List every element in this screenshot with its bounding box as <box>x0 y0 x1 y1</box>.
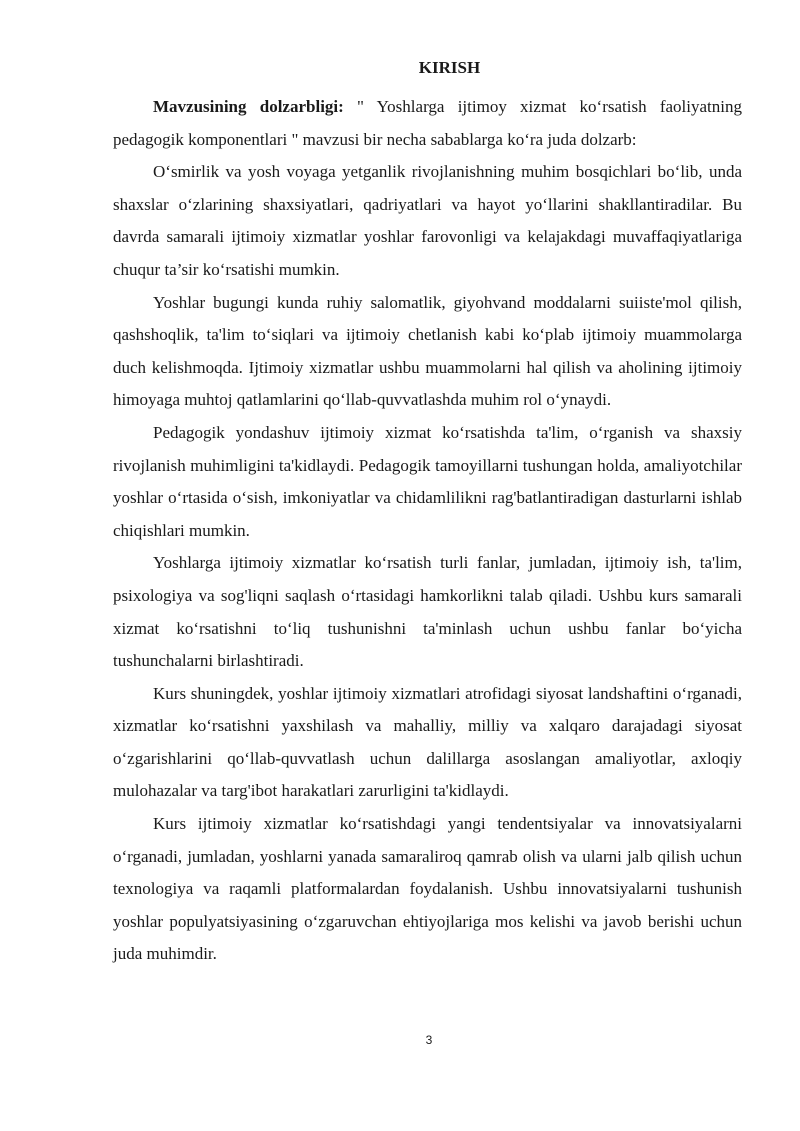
body-paragraph-6: Kurs ijtimoiy xizmatlar ko‘rsatishdagi yangi tendentsiyalar va innovatsiyalarni o‘rganadi, jumladan, yoshlarni yanada samaraliroq qamrab olish va ularni jalb qilish uchun texnologiya va raqamli platformalardan foydalanish. Ushbu innovatsiyalarni tushunish yoshlar populyatsiyasining o‘zgaruvchan ehtiyojlariga mos kelishi va javob berishi uchun juda muhimdir. <box>113 814 742 964</box>
intro-lead: Mavzusining dolzarbligi: <box>153 97 344 116</box>
body-paragraph-2: Yoshlar bugungi kunda ruhiy salomatlik, giyohvand moddalarni suiiste'mol qilish, qashshoqlik, ta'lim to‘siqlari va ijtimoiy chetlanish kabi ko‘plab ijtimoiy muammolarga duch kelishmoqda. Ijtimoiy xizmatlar ushbu muammolarni hal qilish va aholining ijtimoiy himoyaga muhtoj qatlamlarini qo‘llab-quvvatlashda muhim rol o‘ynaydi. <box>113 292 742 410</box>
intro-paragraph <box>113 91 742 156</box>
body-paragraph-1: O‘smirlik va yosh voyaga yetganlik rivojlanishning muhim bosqichlari bo‘lib, unda shaxslar o‘zlarining shaxsiyatlari, qadriyatlari va hayot yo‘llarini shakllantiradilar. Bu davrda samarali ijtimoiy xizmatlar yoshlar farovonligi va kelajakdagi muvaffaqiyatlariga chuqur ta’sir ko‘rsatishi mumkin. <box>113 162 742 279</box>
page-number: 3 <box>425 1033 433 1047</box>
page-title: KIRISH <box>418 58 481 77</box>
intro-text: " Yoshlarga ijtimoy xizmat ko‘rsatish faoliyatning pedagogik komponentlari " mavzusi bir necha sabablarga ko‘ra juda dolzarb: <box>113 97 742 149</box>
body-paragraph-4: Yoshlarga ijtimoiy xizmatlar ko‘rsatish turli fanlar, jumladan, ijtimoiy ish, ta'lim, psixologiya va sog'liqni saqlash o‘rtasidagi hamkorlikni talab qiladi. Ushbu kurs samarali xizmat ko‘rsatishni to‘liq tushunishni ta'minlash uchun ushbu fanlar bo‘yicha tushunchalarni birlashtiradi. <box>113 553 742 671</box>
body-paragraph-5: Kurs shuningdek, yoshlar ijtimoiy xizmatlari atrofidagi siyosat landshaftini o‘rganadi, xizmatlar ko‘rsatishni yaxshilash va mahalliy, milliy va xalqaro darajadagi siyosat o‘zgarishlarini qo‘llab-quvvatlash uchun dalillarga asoslangan amaliyotlar, axloqiy mulohazalar va targ'ibot harakatlari zarurligini ta'kidlaydi. <box>113 683 742 801</box>
document-page <box>113 55 742 971</box>
body-paragraph-3: Pedagogik yondashuv ijtimoiy xizmat ko‘rsatishda ta'lim, o‘rganish va shaxsiy rivojlanish muhimligini ta'kidlaydi. Pedagogik tamoyillarni tushungan holda, amaliyotchilar yoshlar o‘rtasida o‘sish, imkoniyatlar va chidamlilikni rag'batlantiradigan dasturlarni ishlab chiqishlari mumkin. <box>113 422 742 540</box>
